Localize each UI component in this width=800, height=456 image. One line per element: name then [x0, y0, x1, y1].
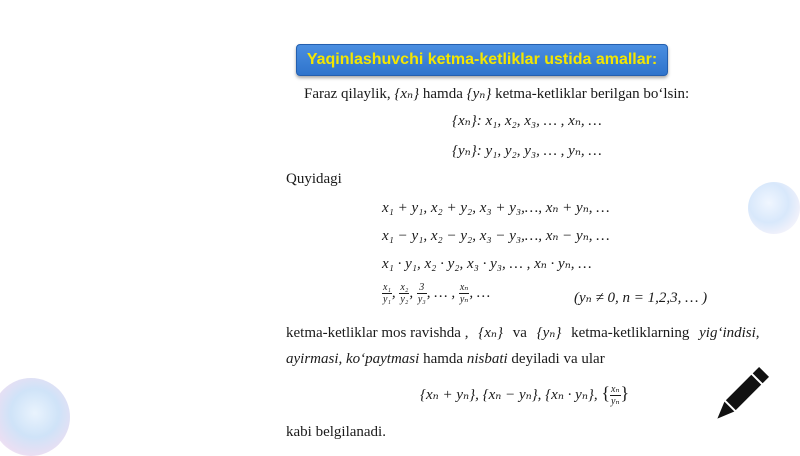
- sum-sequence: x₁ + y₁, x₂ + y₂, x₃ + y₃,…, xₙ + yₙ, …: [382, 200, 610, 216]
- quotient-fraction-3: $\frac{3}{\text{y₃}}$: [417, 282, 426, 305]
- quyidagi-label: Quyidagi: [286, 171, 342, 187]
- sequence-y: {yₙ}: y₁, y₂, y₃, … , yₙ, …: [452, 143, 602, 159]
- quotient-fraction-2: $\frac{\text{x₂}}{\text{y₂}}$: [400, 282, 409, 305]
- product-sequence: x₁ · y₁, x₂ · y₂, x₃ · y₃, … , xₙ · yₙ, …: [382, 256, 592, 272]
- notation-line: {xₙ + yₙ}, {xₙ − yₙ}, {xₙ · yₙ}, { $\frac{\text{xₙ}}{\text{yₙ}}$ }: [420, 383, 630, 408]
- quotient-fraction-n: $\frac{\text{xₙ}}{\text{yₙ}}$: [459, 282, 469, 305]
- sequence-x: {xₙ}: x₁, x₂, x₃, … , xₙ, …: [452, 113, 602, 129]
- quotient-fraction-1: $\frac{\text{x₁}}{\text{y₁}}$: [383, 282, 391, 305]
- pencil-icon: [704, 360, 776, 432]
- notation-fraction: $\frac{\text{xₙ}}{\text{yₙ}}$: [611, 384, 620, 408]
- difference-sequence: x₁ − y₁, x₂ − y₂, x₃ − y₃,…, xₙ − yₙ, …: [382, 228, 610, 244]
- paragraph-line-1: ketma-ketliklar mos ravishda , {xₙ} va {yₙ} ketma-ketliklarning yig‘indisi,: [286, 325, 760, 341]
- quotient-condition: (yₙ ≠ 0, n = 1,2,3, … ): [574, 290, 708, 306]
- quotient-sequence: $\frac{\text{x₁}}{\text{y₁}}$ , $\frac{\text{x₂}}{\text{y₂}}$ , $\frac{3}{\text{y₃}}$ , … , $\frac{\text{xₙ}}{\text{yₙ}}$ , …: [383, 282, 491, 305]
- page-title: Yaqinlashuvchi ketma-ketliklar ustida amallar:: [306, 51, 658, 68]
- decorative-bubble-left: [0, 378, 70, 456]
- intro-line: Faraz qilaylik, {xₙ} hamda {yₙ} ketma-ketliklar berilgan bo‘lsin:: [304, 86, 690, 102]
- decorative-bubble-right: [748, 182, 800, 234]
- closing-text: kabi belgilanadi.: [286, 424, 386, 440]
- title-banner: [296, 44, 668, 76]
- paragraph-line-2: ayirmasi, ko‘paytmasi hamda nisbati deyiladi va ular: [286, 351, 605, 367]
